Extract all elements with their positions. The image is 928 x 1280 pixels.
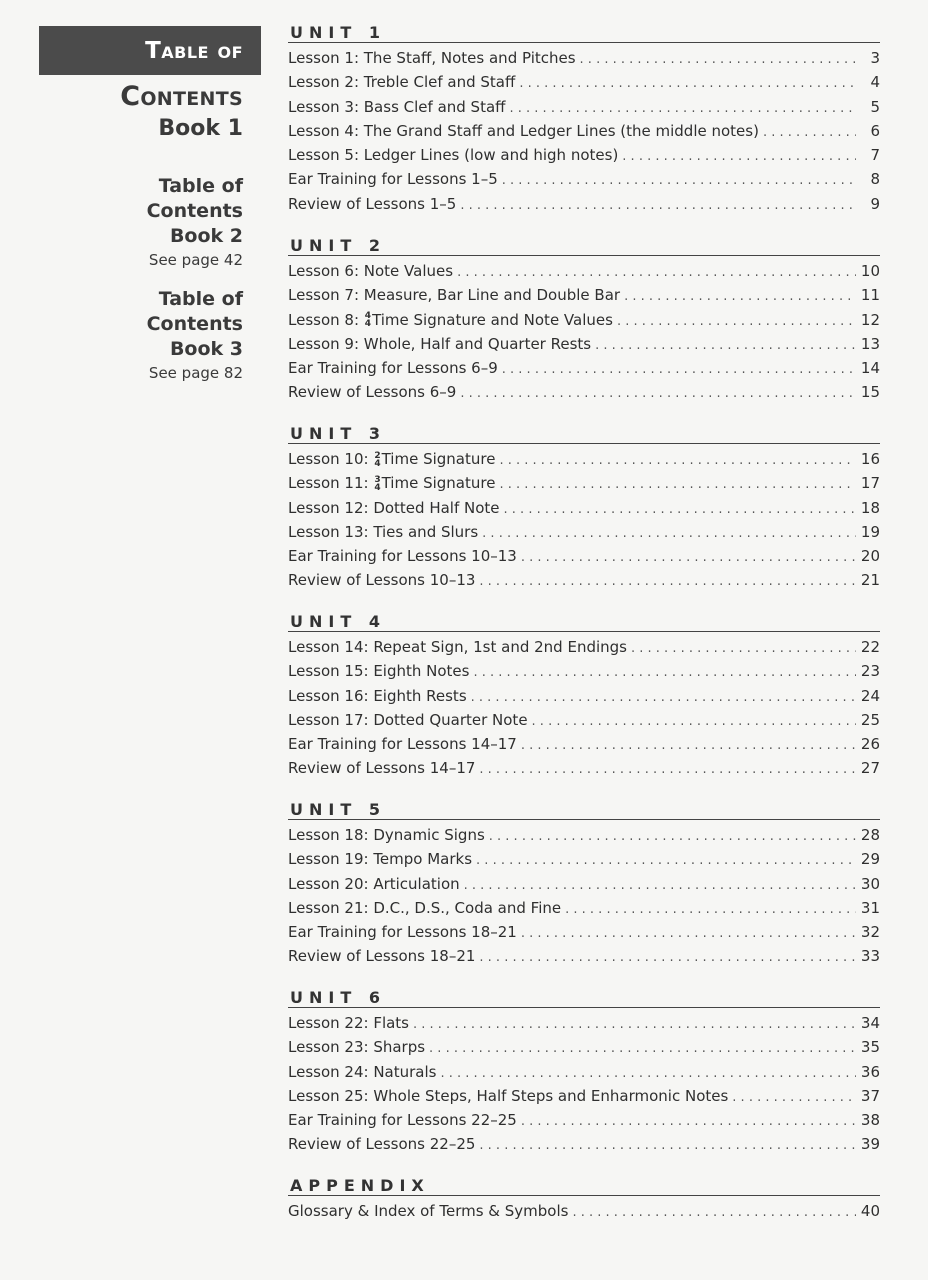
entry-label bbox=[288, 847, 476, 871]
dot-leader bbox=[502, 358, 856, 382]
entry-label-text: Lesson 16: Eighth Rests bbox=[288, 686, 467, 705]
dot-leader bbox=[482, 522, 856, 546]
entry-label-text: Lesson 2: Treble Clef and Staff bbox=[288, 73, 516, 92]
toc-entry[interactable] bbox=[288, 471, 880, 495]
entry-page-number: 10 bbox=[860, 262, 880, 280]
book1-label: Book 1 bbox=[158, 116, 243, 141]
entry-page-number: 38 bbox=[860, 1111, 880, 1130]
toc-entry[interactable] bbox=[288, 1084, 880, 1108]
toc-entry[interactable] bbox=[288, 380, 880, 404]
toc-entry[interactable] bbox=[288, 143, 880, 167]
entry-label bbox=[288, 659, 473, 683]
book2-see-page: See page 42 bbox=[148, 251, 243, 269]
entry-label-text: Lesson 12: Dotted Half Note bbox=[288, 498, 500, 517]
time-signature-bottom: 4 bbox=[374, 482, 381, 493]
toc-entry[interactable] bbox=[288, 259, 880, 283]
entry-label bbox=[288, 1108, 521, 1132]
entry-label-text: Lesson 4: The Grand Staff and Ledger Lines (the middle notes) bbox=[288, 121, 759, 140]
toc-entry[interactable] bbox=[288, 920, 880, 944]
dot-leader bbox=[519, 72, 856, 96]
entry-label-text: Glossary & Index of Terms & Symbols bbox=[288, 1202, 569, 1220]
dot-leader bbox=[565, 898, 856, 922]
dot-leader bbox=[413, 1013, 856, 1037]
entry-label-text: Review of Lessons 22–25 bbox=[288, 1135, 476, 1154]
entry-label bbox=[288, 944, 479, 968]
entry-label bbox=[288, 308, 617, 332]
entry-label bbox=[288, 684, 471, 708]
entry-page-number: 15 bbox=[860, 383, 880, 402]
unit-section bbox=[288, 236, 880, 405]
entry-label-text: Ear Training for Lessons 10–13 bbox=[288, 547, 517, 566]
entry-label-text: Review of Lessons 1–5 bbox=[288, 194, 457, 213]
dot-leader bbox=[595, 334, 856, 358]
toc-entry[interactable] bbox=[288, 1199, 880, 1223]
entry-label bbox=[288, 896, 565, 920]
entry-label-text: Lesson 17: Dotted Quarter Note bbox=[288, 710, 528, 729]
time-signature-top: 4 bbox=[364, 311, 372, 322]
book2-line3: Book 2 bbox=[169, 225, 243, 247]
entry-label bbox=[288, 1011, 413, 1035]
entry-label bbox=[288, 756, 479, 780]
toc-entry[interactable] bbox=[288, 659, 880, 683]
entry-page-number: 6 bbox=[870, 121, 880, 140]
book2-reference bbox=[147, 174, 243, 271]
toc-entry[interactable] bbox=[288, 847, 880, 871]
book3-reference bbox=[147, 287, 243, 384]
entry-label bbox=[288, 447, 499, 471]
toc-entry[interactable] bbox=[288, 1108, 880, 1132]
dot-leader bbox=[473, 661, 856, 685]
entry-label-text: Lesson 13: Ties and Slurs bbox=[288, 522, 479, 541]
toc-entry[interactable] bbox=[288, 732, 880, 756]
entry-label bbox=[288, 1132, 479, 1156]
dot-leader bbox=[464, 874, 856, 898]
toc-entry[interactable] bbox=[288, 283, 880, 307]
dot-leader bbox=[631, 637, 856, 661]
toc-entry[interactable] bbox=[288, 684, 880, 708]
entry-page-number: 40 bbox=[860, 1202, 880, 1220]
entry-page-number: 5 bbox=[870, 97, 880, 116]
book3-line1: Table of bbox=[158, 288, 243, 310]
entry-label-text: Ear Training for Lessons 22–25 bbox=[288, 1111, 517, 1130]
toc-banner-text: Table of bbox=[145, 37, 243, 64]
dot-leader bbox=[499, 473, 856, 497]
entry-label-text: Lesson 6: Note Values bbox=[288, 262, 454, 280]
entry-page-number: 37 bbox=[860, 1086, 880, 1105]
dot-leader bbox=[457, 261, 856, 285]
book3-line2: Contents bbox=[146, 313, 243, 335]
dot-leader bbox=[476, 849, 856, 873]
entry-label-after: Time Signature and Note Values bbox=[372, 310, 613, 329]
dot-leader bbox=[440, 1062, 856, 1086]
entry-label bbox=[288, 1060, 440, 1084]
entry-label-text: Lesson 24: Naturals bbox=[288, 1062, 437, 1081]
unit-heading: APPENDIX bbox=[288, 1176, 880, 1196]
dot-leader bbox=[732, 1086, 856, 1110]
toc-entry[interactable] bbox=[288, 635, 880, 659]
entry-page-number: 3 bbox=[870, 49, 880, 67]
entry-label bbox=[288, 732, 521, 756]
entry-label bbox=[288, 520, 482, 544]
entry-page-number: 19 bbox=[860, 522, 880, 541]
entry-page-number: 17 bbox=[860, 474, 880, 493]
unit-section bbox=[288, 612, 880, 781]
time-signature-top: 3 bbox=[374, 474, 381, 485]
unit-section bbox=[288, 800, 880, 969]
entry-label-text: Lesson 21: D.C., D.S., Coda and Fine bbox=[288, 898, 562, 917]
entry-label-text: Lesson 10: bbox=[288, 450, 369, 468]
entry-page-number: 14 bbox=[860, 359, 880, 378]
toc-entry[interactable] bbox=[288, 447, 880, 471]
toc-entry[interactable] bbox=[288, 95, 880, 119]
entry-page-number: 25 bbox=[860, 710, 880, 729]
contents-title: Contents bbox=[120, 81, 243, 112]
entry-label-text: Lesson 23: Sharps bbox=[288, 1038, 426, 1057]
entry-label-text: Review of Lessons 10–13 bbox=[288, 571, 476, 590]
toc-entry[interactable] bbox=[288, 1011, 880, 1035]
toc-entry[interactable] bbox=[288, 1060, 880, 1084]
dot-leader bbox=[510, 97, 857, 121]
entry-label-text: Lesson 9: Whole, Half and Quarter Rests bbox=[288, 334, 592, 353]
entry-page-number: 33 bbox=[860, 947, 880, 966]
toc-entry[interactable] bbox=[288, 1132, 880, 1156]
entry-page-number: 12 bbox=[860, 310, 880, 329]
entry-label bbox=[288, 544, 521, 568]
toc-entry[interactable] bbox=[288, 356, 880, 380]
toc-entry[interactable] bbox=[288, 944, 880, 968]
entry-page-number: 24 bbox=[860, 686, 880, 705]
dot-leader bbox=[521, 922, 856, 946]
entry-page-number: 11 bbox=[860, 286, 880, 305]
entry-label-text: Review of Lessons 18–21 bbox=[288, 947, 476, 966]
unit-heading: UNIT 1 bbox=[288, 23, 880, 43]
entry-label-text: Lesson 15: Eighth Notes bbox=[288, 662, 470, 681]
entry-label bbox=[288, 356, 502, 380]
unit-section bbox=[288, 1176, 880, 1223]
entry-page-number: 7 bbox=[870, 146, 880, 165]
entry-label-after: Time Signature bbox=[381, 450, 496, 468]
dot-leader bbox=[580, 48, 856, 72]
entry-page-number: 8 bbox=[870, 170, 880, 189]
entry-label bbox=[288, 568, 479, 592]
entry-page-number: 4 bbox=[870, 73, 880, 92]
entry-page-number: 21 bbox=[860, 571, 880, 590]
entry-label-text: Lesson 14: Repeat Sign, 1st and 2nd Endings bbox=[288, 638, 627, 656]
entry-label-text: Ear Training for Lessons 14–17 bbox=[288, 735, 517, 754]
entry-page-number: 13 bbox=[860, 334, 880, 353]
entry-label bbox=[288, 496, 504, 520]
time-signature-bottom: 4 bbox=[364, 319, 372, 330]
entry-label bbox=[288, 46, 580, 70]
entry-page-number: 20 bbox=[860, 547, 880, 566]
entry-page-number: 18 bbox=[860, 498, 880, 517]
entry-label bbox=[288, 259, 457, 283]
entry-label-text: Lesson 19: Tempo Marks bbox=[288, 850, 473, 869]
dot-leader bbox=[763, 121, 856, 145]
dot-leader bbox=[622, 145, 856, 169]
dot-leader bbox=[479, 570, 856, 594]
unit-section bbox=[288, 23, 880, 216]
time-signature-icon bbox=[365, 312, 371, 328]
entry-label-text: Lesson 11: bbox=[288, 474, 369, 493]
dot-leader bbox=[471, 686, 856, 710]
entry-label bbox=[288, 283, 624, 307]
entry-page-number: 31 bbox=[860, 898, 880, 917]
toc-entry[interactable] bbox=[288, 520, 880, 544]
book3-see-page: See page 82 bbox=[148, 364, 243, 382]
unit-section bbox=[288, 424, 880, 593]
entry-label bbox=[288, 95, 510, 119]
entry-label-text: Lesson 3: Bass Clef and Staff bbox=[288, 97, 506, 116]
dot-leader bbox=[479, 946, 856, 970]
entry-label-text: Ear Training for Lessons 1–5 bbox=[288, 170, 498, 189]
dot-leader bbox=[502, 169, 856, 193]
entry-page-number: 39 bbox=[860, 1135, 880, 1154]
toc-entry[interactable] bbox=[288, 332, 880, 356]
book2-line1: Table of bbox=[158, 175, 243, 197]
dot-leader bbox=[460, 194, 856, 218]
entry-page-number: 34 bbox=[860, 1014, 880, 1032]
entry-label bbox=[288, 920, 521, 944]
entry-page-number: 35 bbox=[860, 1038, 880, 1057]
unit-heading: UNIT 5 bbox=[288, 800, 880, 820]
toc-entry[interactable] bbox=[288, 46, 880, 70]
entry-label bbox=[288, 167, 502, 191]
dot-leader bbox=[429, 1037, 856, 1061]
entry-page-number: 22 bbox=[860, 638, 880, 656]
entry-label-text: Lesson 5: Ledger Lines (low and high notes) bbox=[288, 146, 619, 165]
time-signature-icon bbox=[374, 452, 380, 468]
dot-leader bbox=[479, 758, 856, 782]
entry-label-text: Review of Lessons 14–17 bbox=[288, 759, 476, 778]
time-signature-bottom: 4 bbox=[374, 458, 381, 469]
entry-label bbox=[288, 70, 519, 94]
dot-leader bbox=[521, 546, 856, 570]
entry-page-number: 16 bbox=[860, 450, 880, 468]
entry-label-text: Lesson 20: Articulation bbox=[288, 874, 460, 893]
entry-label bbox=[288, 1035, 429, 1059]
toc-entry[interactable] bbox=[288, 496, 880, 520]
entry-label-text: Lesson 18: Dynamic Signs bbox=[288, 826, 485, 844]
dot-leader bbox=[624, 285, 856, 309]
toc-entry[interactable] bbox=[288, 823, 880, 847]
dot-leader bbox=[460, 382, 856, 406]
entry-page-number: 26 bbox=[860, 735, 880, 754]
entry-page-number: 28 bbox=[860, 826, 880, 844]
dot-leader bbox=[479, 1134, 856, 1158]
dot-leader bbox=[521, 734, 856, 758]
entry-label bbox=[288, 471, 499, 495]
entry-label-text: Ear Training for Lessons 18–21 bbox=[288, 923, 517, 942]
toc-entry[interactable] bbox=[288, 1035, 880, 1059]
entry-label bbox=[288, 635, 631, 659]
time-signature-top: 2 bbox=[374, 450, 381, 461]
toc-entry[interactable] bbox=[288, 544, 880, 568]
unit-heading: UNIT 4 bbox=[288, 612, 880, 632]
entry-label-text: Lesson 25: Whole Steps, Half Steps and Enharmonic Notes bbox=[288, 1086, 729, 1105]
toc-entry[interactable] bbox=[288, 192, 880, 216]
entry-label bbox=[288, 332, 595, 356]
dot-leader bbox=[489, 825, 856, 849]
toc-entry[interactable] bbox=[288, 756, 880, 780]
entry-label bbox=[288, 1084, 732, 1108]
entry-label-text: Ear Training for Lessons 6–9 bbox=[288, 359, 498, 378]
entry-label bbox=[288, 143, 622, 167]
dot-leader bbox=[499, 449, 856, 473]
toc-entry[interactable] bbox=[288, 70, 880, 94]
entry-page-number: 32 bbox=[860, 923, 880, 942]
book3-line3: Book 3 bbox=[169, 338, 243, 360]
dot-leader bbox=[504, 498, 856, 522]
entry-page-number: 36 bbox=[860, 1062, 880, 1081]
toc-entry[interactable] bbox=[288, 308, 880, 332]
entry-label bbox=[288, 823, 489, 847]
toc-entry[interactable] bbox=[288, 568, 880, 592]
entry-label bbox=[288, 872, 464, 896]
entry-page-number: 23 bbox=[860, 662, 880, 681]
entry-label-text: Lesson 7: Measure, Bar Line and Double Bar bbox=[288, 286, 621, 305]
entry-label bbox=[288, 380, 460, 404]
dot-leader bbox=[521, 1110, 856, 1134]
entry-label-text: Lesson 1: The Staff, Notes and Pitches bbox=[288, 49, 576, 67]
time-signature-icon bbox=[374, 476, 380, 492]
entry-label-after: Time Signature bbox=[381, 474, 496, 493]
entry-page-number: 27 bbox=[860, 759, 880, 778]
toc-entry[interactable] bbox=[288, 167, 880, 191]
unit-heading: UNIT 2 bbox=[288, 236, 880, 256]
entry-page-number: 9 bbox=[870, 194, 880, 213]
toc-entry[interactable] bbox=[288, 119, 880, 143]
dot-leader bbox=[532, 710, 856, 734]
entry-label bbox=[288, 192, 460, 216]
toc-entry[interactable] bbox=[288, 896, 880, 920]
entry-label-text: Review of Lessons 6–9 bbox=[288, 383, 457, 402]
entry-label-text: Lesson 22: Flats bbox=[288, 1014, 409, 1032]
dot-leader bbox=[572, 1201, 856, 1225]
dot-leader bbox=[617, 310, 856, 334]
unit-heading: UNIT 6 bbox=[288, 988, 880, 1008]
entry-label bbox=[288, 119, 763, 143]
entry-page-number: 29 bbox=[860, 850, 880, 869]
unit-heading: UNIT 3 bbox=[288, 424, 880, 444]
entry-label bbox=[288, 708, 532, 732]
entry-label bbox=[288, 1199, 572, 1223]
toc-banner bbox=[39, 26, 261, 75]
book2-line2: Contents bbox=[146, 200, 243, 222]
toc-entry[interactable] bbox=[288, 872, 880, 896]
entry-page-number: 30 bbox=[860, 874, 880, 893]
entry-label-text: Lesson 8: bbox=[288, 310, 360, 329]
unit-section bbox=[288, 988, 880, 1157]
toc-entry[interactable] bbox=[288, 708, 880, 732]
